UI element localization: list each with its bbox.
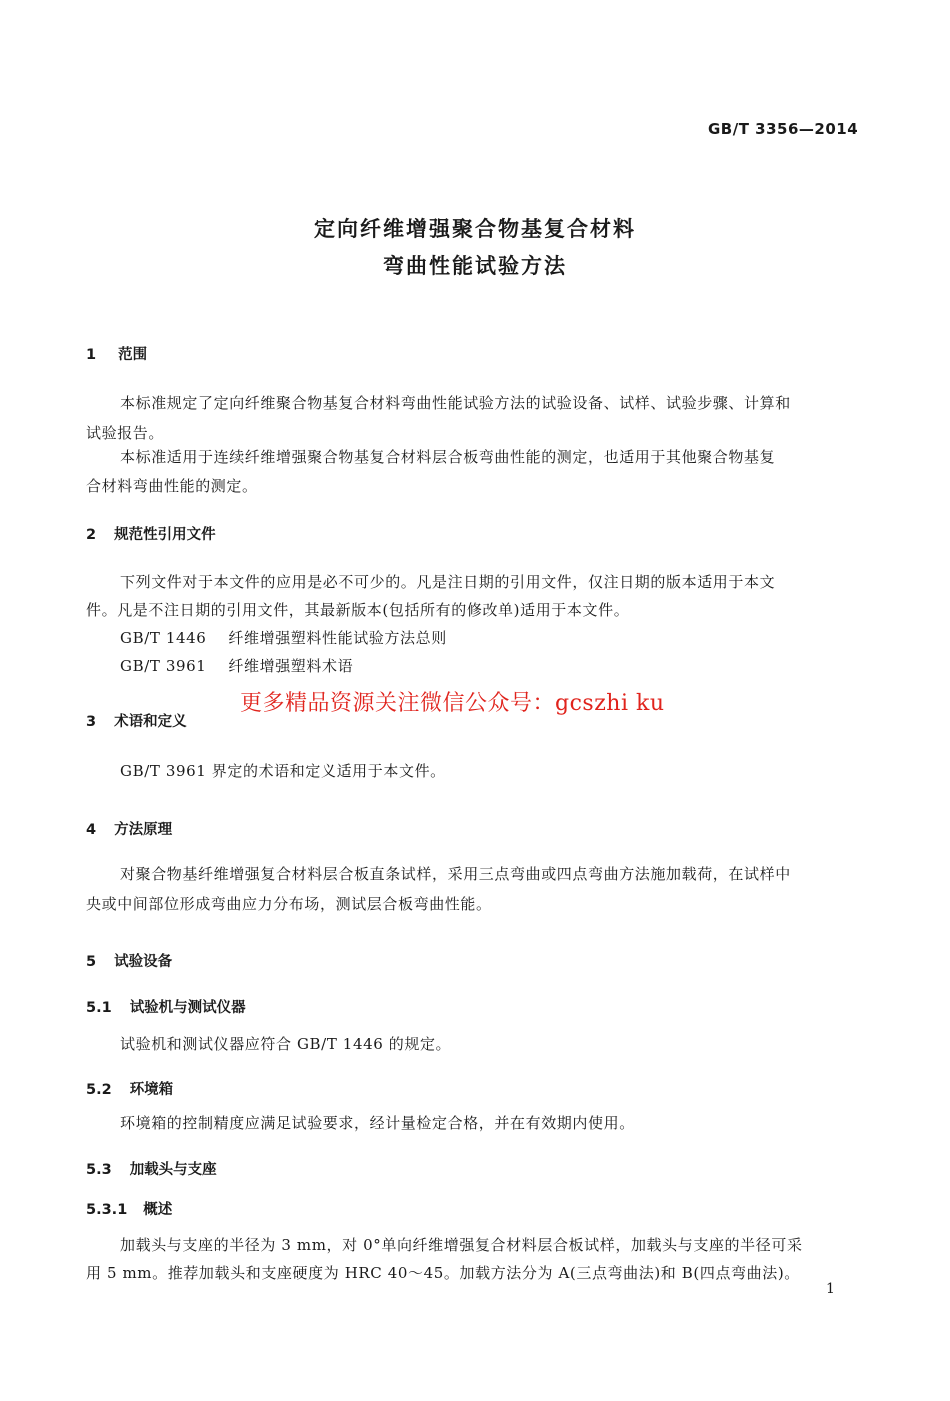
section-number: 5 bbox=[86, 954, 97, 970]
section-title: 环境箱 bbox=[129, 1082, 174, 1098]
section-5-2-paragraph: 环境箱的控制精度应满足试验要求，经计量检定合格，并在有效期内使用。 bbox=[120, 1114, 635, 1132]
reference-code: GB/T 3961 bbox=[120, 657, 207, 675]
section-4-paragraph-line-1: 对聚合物基纤维增强复合材料层合板直条试样，采用三点弯曲或四点弯曲方法施加载荷，在试样中 bbox=[120, 865, 791, 883]
reference-code: GB/T 1446 bbox=[120, 629, 207, 647]
section-number: 5.1 bbox=[86, 1000, 112, 1016]
section-5-3-1-heading bbox=[86, 1198, 172, 1219]
section-title: 规范性引用文件 bbox=[114, 527, 216, 543]
reference-item bbox=[120, 655, 353, 676]
section-4-paragraph-line-2: 央或中间部位形成弯曲应力分布场，测试层合板弯曲性能。 bbox=[86, 895, 492, 913]
section-3-heading bbox=[86, 710, 187, 731]
section-number: 5.2 bbox=[86, 1082, 112, 1098]
section-number: 3 bbox=[86, 714, 97, 730]
section-title: 概述 bbox=[143, 1202, 173, 1218]
section-title: 试验机与测试仪器 bbox=[129, 1000, 246, 1016]
document-title-line1: 定向纤维增强聚合物基复合材料 bbox=[314, 217, 636, 241]
section-1-paragraph-1-line-2: 试验报告。 bbox=[86, 424, 165, 442]
section-3-paragraph: GB/T 3961 界定的术语和定义适用于本文件。 bbox=[120, 762, 446, 780]
section-5-3-1-paragraph-line-2: 用 5 mm。推荐加载头和支座硬度为 HRC 40～45。加载方法分为 A(三点弯曲法)和 B(四点弯曲法)。 bbox=[86, 1264, 800, 1282]
section-number: 5.3.1 bbox=[86, 1202, 128, 1218]
section-5-heading bbox=[86, 950, 172, 971]
section-2-paragraph-line-2: 件。凡是不注日期的引用文件，其最新版本(包括所有的修改单)适用于本文件。 bbox=[86, 601, 630, 619]
section-title: 方法原理 bbox=[114, 822, 173, 838]
section-title: 术语和定义 bbox=[114, 714, 187, 730]
reference-item bbox=[120, 627, 447, 648]
watermark-text: 更多精品资源关注微信公众号：gcszhi ku bbox=[240, 691, 665, 716]
section-number: 2 bbox=[86, 527, 97, 543]
reference-name: 纤维增强塑料性能试验方法总则 bbox=[228, 629, 447, 647]
section-1-paragraph-1-line-1: 本标准规定了定向纤维聚合物基复合材料弯曲性能试验方法的试验设备、试样、试验步骤、计算和 bbox=[120, 394, 791, 412]
section-1-heading bbox=[86, 343, 147, 364]
section-5-2-heading bbox=[86, 1078, 173, 1099]
section-number: 1 bbox=[86, 347, 97, 363]
section-title: 加载头与支座 bbox=[129, 1162, 217, 1178]
section-title: 范围 bbox=[118, 347, 148, 363]
section-number: 5.3 bbox=[86, 1162, 112, 1178]
section-1-paragraph-2-line-2: 合材料弯曲性能的测定。 bbox=[86, 477, 258, 495]
section-4-heading bbox=[86, 818, 172, 839]
section-1-paragraph-2-line-1: 本标准适用于连续纤维增强聚合物基复合材料层合板弯曲性能的测定，也适用于其他聚合物基复 bbox=[120, 448, 776, 466]
page-number: 1 bbox=[826, 1281, 835, 1297]
section-5-3-1-paragraph-line-1: 加载头与支座的半径为 3 mm，对 0°单向纤维增强复合材料层合板试样，加载头与支座的半径可采 bbox=[120, 1236, 803, 1254]
section-2-paragraph-line-1: 下列文件对于本文件的应用是必不可少的。凡是注日期的引用文件，仅注日期的版本适用于本文 bbox=[120, 573, 776, 591]
document-title-line2: 弯曲性能试验方法 bbox=[383, 254, 567, 278]
section-2-heading bbox=[86, 523, 216, 544]
reference-name: 纤维增强塑料术语 bbox=[228, 657, 354, 675]
section-number: 4 bbox=[86, 822, 97, 838]
section-5-3-heading bbox=[86, 1158, 217, 1179]
section-title: 试验设备 bbox=[114, 954, 173, 970]
section-5-1-heading bbox=[86, 996, 246, 1017]
standard-number: GB/T 3356—2014 bbox=[708, 120, 859, 138]
section-5-1-paragraph: 试验机和测试仪器应符合 GB/T 1446 的规定。 bbox=[120, 1035, 452, 1053]
